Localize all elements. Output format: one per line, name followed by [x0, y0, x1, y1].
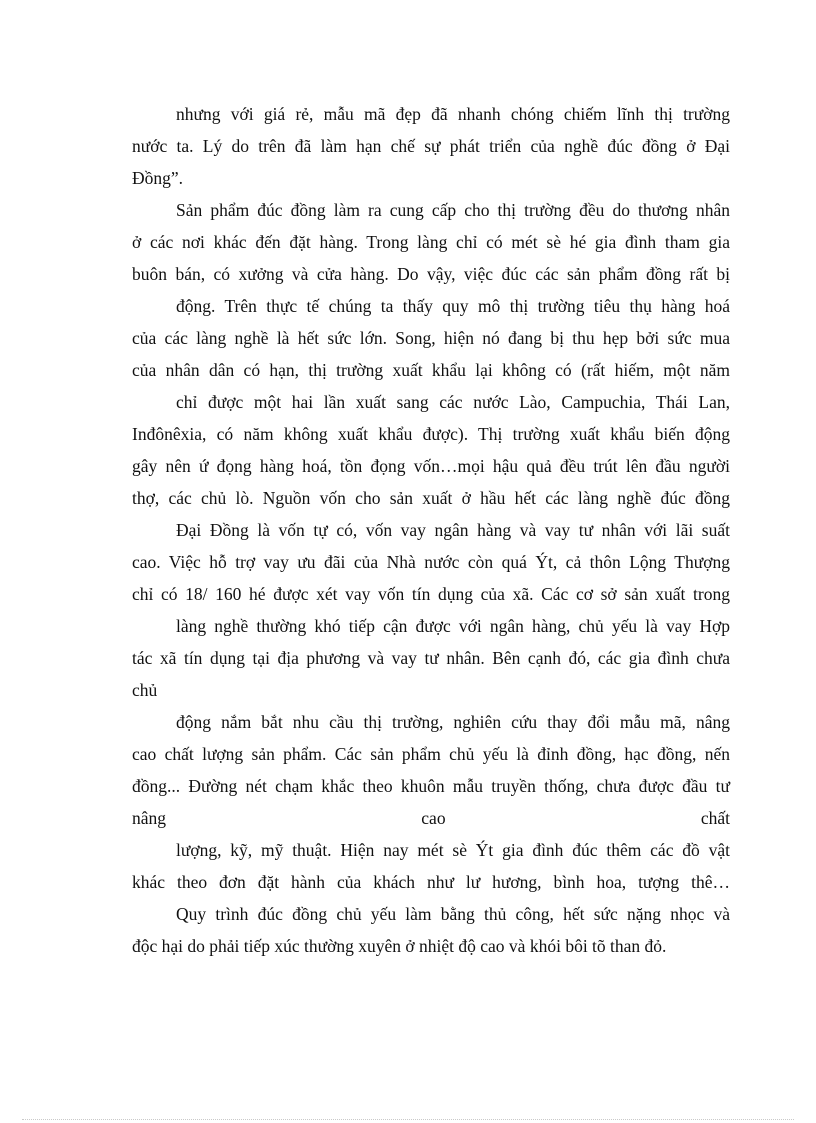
paragraph-line: làng nghề thường khó tiếp cận được với ngân hàng, chủ yếu là vay Hợp — [176, 616, 730, 636]
paragraph-line: chủ — [132, 680, 158, 700]
paragraph-line: động. Trên thực tế chúng ta thấy quy mô thị trường tiêu thụ hàng hoá — [176, 296, 730, 316]
paragraph-line: Sản phẩm đúc đồng làm ra cung cấp cho thị trường đều do thương nhân — [176, 200, 730, 220]
paragraph-line: của nhân dân có hạn, thị trường xuất khẩu lại không có (rất hiếm, một năm — [132, 360, 730, 380]
paragraph-line: ở các nơi khác đến đặt hàng. Trong làng chỉ có mét sè hé gia đình tham gia — [132, 232, 730, 252]
paragraph-line: thợ, các chủ lò. Nguồn vốn cho sản xuất ở hầu hết các làng nghề đúc đồng — [132, 488, 730, 508]
paragraph-line: tác xã tín dụng tại địa phương và vay tư nhân. Bên cạnh đó, các gia đình chưa — [132, 648, 730, 668]
paragraph-line: Inđônêxia, có năm không xuất khẩu được). Thị trường xuất khẩu biến động — [132, 424, 730, 444]
paragraph-line: cao chất lượng sản phẩm. Các sản phẩm chủ yếu là đỉnh đồng, hạc đồng, nến — [132, 744, 730, 764]
paragraph-line: gây nên ứ đọng hàng hoá, tồn đọng vốn…mọi hậu quả đều trút lên đầu người — [132, 456, 730, 476]
paragraph-line: lượng, kỹ, mỹ thuật. Hiện nay mét sè Ýt gia đình đúc thêm các đồ vật — [176, 840, 730, 860]
paragraph-line: nhưng với giá rẻ, mẫu mã đẹp đã nhanh chóng chiếm lĩnh thị trường — [176, 104, 730, 124]
paragraph-line: Đồng”. — [132, 168, 184, 188]
paragraph-line: Quy trình đúc đồng chủ yếu làm bằng thủ công, hết sức nặng nhọc và — [176, 904, 730, 924]
paragraph-line: nước ta. Lý do trên đã làm hạn chế sự phát triển của nghề đúc đồng ở Đại — [132, 136, 730, 156]
paragraph-line: cao. Việc hỗ trợ vay ưu đãi của Nhà nước còn quá Ýt, cả thôn Lộng Thượng — [132, 552, 730, 572]
paragraph-line: của các làng nghề là hết sức lớn. Song, hiện nó đang bị thu hẹp bởi sức mua — [132, 328, 730, 348]
paragraph-line: chỉ có 18/ 160 hé được xét vay vốn tín dụng của xã. Các cơ sở sản xuất trong — [132, 584, 730, 604]
paragraph-line: Đại Đồng là vốn tự có, vốn vay ngân hàng và vay tư nhân với lãi suất — [176, 520, 730, 540]
paragraph-line: động nắm bắt nhu cầu thị trường, nghiên cứu thay đổi mẫu mã, nâng — [176, 712, 730, 732]
page-footer-divider — [22, 1119, 794, 1120]
paragraph-line: đồng... Đường nét chạm khắc theo khuôn mẫu truyền thống, chưa được đầu tư — [132, 776, 730, 796]
paragraph-line: chỉ được một hai lần xuất sang các nước Lào, Campuchia, Thái Lan, — [176, 392, 730, 412]
paragraph-line: khác theo đơn đặt hành của khách như lư hương, bình hoa, tượng thê… — [132, 872, 730, 892]
paragraph-line: buôn bán, có xưởng và cửa hàng. Do vậy, việc đúc các sản phẩm đồng rất bị — [132, 264, 730, 284]
paragraph-line: độc hại do phải tiếp xúc thường xuyên ở nhiệt độ cao và khói bôi tõ than đỏ. — [132, 936, 667, 956]
paragraph-line: nâng cao chất — [132, 808, 730, 828]
